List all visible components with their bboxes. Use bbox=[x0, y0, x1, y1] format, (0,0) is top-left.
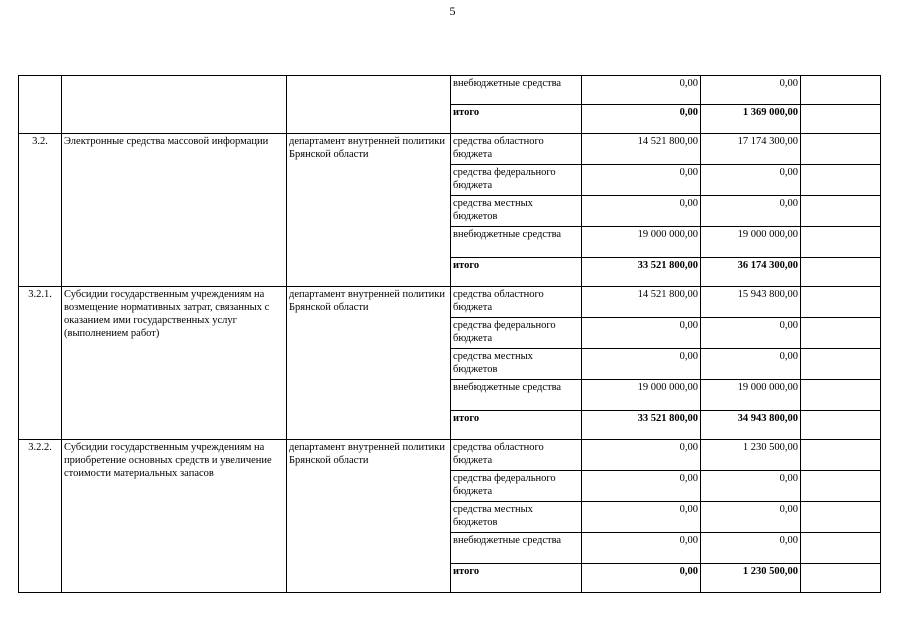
value-cell: 0,00 bbox=[582, 76, 701, 105]
value-cell: 0,00 bbox=[582, 349, 701, 380]
empty-cell bbox=[801, 349, 881, 380]
source-cell: средства федерального бюджета bbox=[451, 165, 582, 196]
source-cell: внебюджетные средства bbox=[451, 380, 582, 411]
value-cell: 19 000 000,00 bbox=[582, 227, 701, 258]
value-cell: 0,00 bbox=[701, 196, 801, 227]
value-cell: 19 000 000,00 bbox=[701, 227, 801, 258]
executor-cell: департамент внутренней политики Брянской области bbox=[287, 287, 451, 440]
value-cell: 1 230 500,00 bbox=[701, 564, 801, 593]
value-cell: 0,00 bbox=[701, 533, 801, 564]
value-cell: 0,00 bbox=[701, 76, 801, 105]
value-cell: 0,00 bbox=[582, 471, 701, 502]
value-cell: 33 521 800,00 bbox=[582, 411, 701, 440]
budget-table bbox=[18, 75, 881, 593]
value-cell: 0,00 bbox=[701, 502, 801, 533]
value-cell: 1 369 000,00 bbox=[701, 105, 801, 134]
empty-cell bbox=[801, 318, 881, 349]
value-cell: 19 000 000,00 bbox=[582, 380, 701, 411]
empty-cell bbox=[801, 258, 881, 287]
empty-cell bbox=[801, 411, 881, 440]
page-number: 5 bbox=[449, 4, 456, 18]
source-cell: итого bbox=[451, 258, 582, 287]
table-row bbox=[19, 287, 881, 318]
value-cell: 14 521 800,00 bbox=[582, 134, 701, 165]
empty-cell bbox=[801, 440, 881, 471]
empty-cell bbox=[801, 564, 881, 593]
source-cell: внебюджетные средства bbox=[451, 227, 582, 258]
value-cell: 0,00 bbox=[582, 440, 701, 471]
source-cell: внебюджетные средства bbox=[451, 533, 582, 564]
value-cell: 0,00 bbox=[701, 165, 801, 196]
name-cell: Электронные средства массовой информации bbox=[62, 134, 287, 287]
value-cell: 19 000 000,00 bbox=[701, 380, 801, 411]
empty-cell bbox=[801, 134, 881, 165]
executor-cell bbox=[287, 76, 451, 134]
table-row bbox=[19, 76, 881, 105]
table-row bbox=[19, 440, 881, 471]
value-cell: 1 230 500,00 bbox=[701, 440, 801, 471]
source-cell: средства областного бюджета bbox=[451, 287, 582, 318]
code-cell: 3.2.2. bbox=[19, 440, 62, 593]
value-cell: 33 521 800,00 bbox=[582, 258, 701, 287]
empty-cell bbox=[801, 533, 881, 564]
source-cell: итого bbox=[451, 105, 582, 134]
source-cell: средства областного бюджета bbox=[451, 134, 582, 165]
code-cell: 3.2.1. bbox=[19, 287, 62, 440]
value-cell: 0,00 bbox=[582, 533, 701, 564]
executor-cell: департамент внутренней политики Брянской области bbox=[287, 440, 451, 593]
empty-cell bbox=[801, 471, 881, 502]
value-cell: 0,00 bbox=[701, 349, 801, 380]
empty-cell bbox=[801, 76, 881, 105]
source-cell: средства областного бюджета bbox=[451, 440, 582, 471]
value-cell: 15 943 800,00 bbox=[701, 287, 801, 318]
empty-cell bbox=[801, 287, 881, 318]
value-cell: 0,00 bbox=[582, 318, 701, 349]
empty-cell bbox=[801, 105, 881, 134]
empty-cell bbox=[801, 196, 881, 227]
value-cell: 34 943 800,00 bbox=[701, 411, 801, 440]
empty-cell bbox=[801, 380, 881, 411]
code-cell: 3.2. bbox=[19, 134, 62, 287]
value-cell: 0,00 bbox=[582, 502, 701, 533]
source-cell: средства федерального бюджета bbox=[451, 318, 582, 349]
value-cell: 14 521 800,00 bbox=[582, 287, 701, 318]
table-row bbox=[19, 134, 881, 165]
source-cell: итого bbox=[451, 411, 582, 440]
name-cell: Субсидии государственным учреждениям на приобретение основных средств и увеличение стоимости материальных запасов bbox=[62, 440, 287, 593]
value-cell: 0,00 bbox=[701, 318, 801, 349]
name-cell bbox=[62, 76, 287, 134]
source-cell: средства местных бюджетов bbox=[451, 502, 582, 533]
source-cell: итого bbox=[451, 564, 582, 593]
value-cell: 0,00 bbox=[582, 105, 701, 134]
code-cell bbox=[19, 76, 62, 134]
source-cell: внебюджетные средства bbox=[451, 76, 582, 105]
executor-cell: департамент внутренней политики Брянской области bbox=[287, 134, 451, 287]
name-cell: Субсидии государственным учреждениям на возмещение нормативных затрат, связанных с оказанием ими государственных услуг (выполнением работ) bbox=[62, 287, 287, 440]
empty-cell bbox=[801, 165, 881, 196]
source-cell: средства местных бюджетов bbox=[451, 349, 582, 380]
value-cell: 0,00 bbox=[582, 165, 701, 196]
value-cell: 36 174 300,00 bbox=[701, 258, 801, 287]
source-cell: средства местных бюджетов bbox=[451, 196, 582, 227]
empty-cell bbox=[801, 227, 881, 258]
value-cell: 0,00 bbox=[582, 196, 701, 227]
empty-cell bbox=[801, 502, 881, 533]
value-cell: 17 174 300,00 bbox=[701, 134, 801, 165]
value-cell: 0,00 bbox=[582, 564, 701, 593]
source-cell: средства федерального бюджета bbox=[451, 471, 582, 502]
value-cell: 0,00 bbox=[701, 471, 801, 502]
